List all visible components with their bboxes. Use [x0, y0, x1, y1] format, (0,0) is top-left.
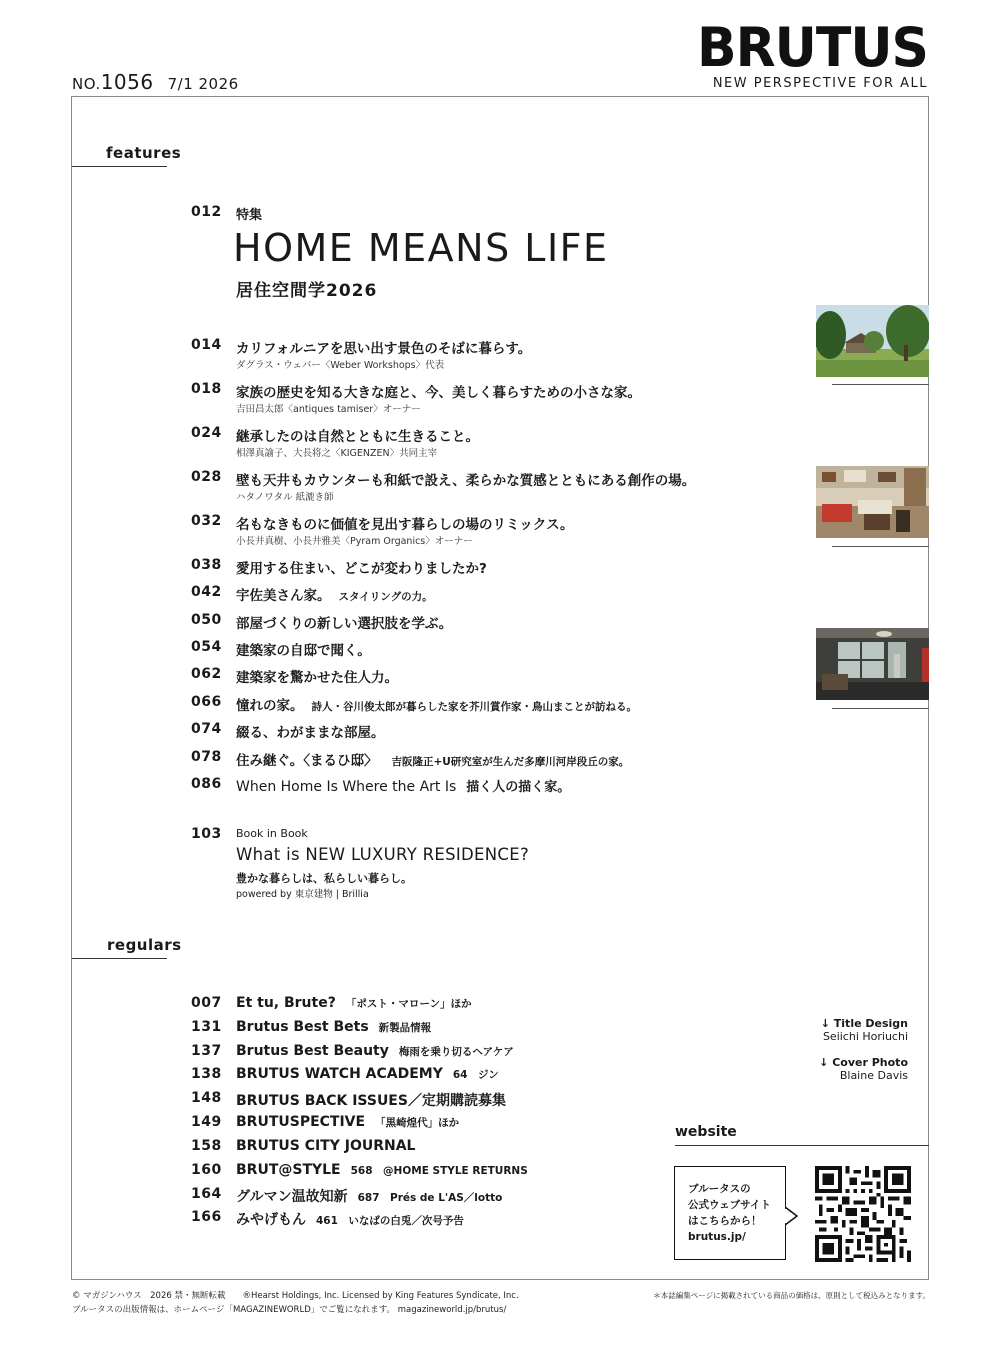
interior-photo-image: [816, 628, 929, 700]
feature-number: 062: [191, 666, 222, 682]
feature-title: When Home Is Where the Art Is: [236, 779, 457, 795]
bubble-tip-icon: [785, 1206, 799, 1226]
credit-name: Blaine Davis: [839, 1069, 908, 1082]
feature-title: 建築家の自邸で聞く。: [236, 643, 371, 659]
issue-date: 7/1 2026: [167, 75, 239, 93]
thumbnail-garden-photo: [816, 305, 929, 377]
feature-number: 042: [191, 584, 222, 600]
feature-number: 018: [191, 381, 222, 397]
regular-note: 新製品情報: [378, 1022, 432, 1034]
book-kicker: Book in Book: [236, 827, 308, 840]
feature-title-row: [236, 584, 433, 604]
feature-number: 054: [191, 639, 222, 655]
issue-number: 1056: [100, 70, 154, 94]
regular-number: 158: [191, 1138, 222, 1154]
feature-title: 建築家を驚かせた住人力。: [236, 670, 398, 686]
credit-head: ↓ Cover Photo: [819, 1056, 908, 1069]
regular-number: 160: [191, 1162, 222, 1178]
feature-note: スタイリングの力。: [338, 591, 433, 603]
feature-title-row: [236, 749, 629, 769]
feature-subtitle: 吉田昌太郎〈antiques tamiser〉オーナー: [236, 404, 421, 415]
feature-title: 愛用する住まい、どこが変わりましたか?: [236, 561, 487, 577]
regular-title: BRUT@STYLE: [236, 1162, 341, 1178]
regular-title-row: [236, 1043, 514, 1059]
feature-title: 名もなきものに価値を見出す暮らしの場のリミックス。: [236, 517, 574, 533]
website-bubble[interactable]: [674, 1166, 786, 1260]
regular-title-row: [236, 1186, 502, 1206]
regular-note: 687 Prés de L'AS／lotto: [357, 1192, 503, 1204]
issue-info: [72, 70, 239, 94]
feature-title: 住み継ぐ。〈まるひ邸〉: [236, 753, 378, 769]
website-url[interactable]: brutus.jp/: [688, 1231, 746, 1243]
regular-title-row: [236, 995, 472, 1011]
regular-note: 568 @HOME STYLE RETURNS: [350, 1165, 528, 1177]
regular-number: 148: [191, 1090, 222, 1106]
feature-subtitle: ハタノワタル 紙漉き師: [236, 492, 334, 503]
footer-price-note: ＊本誌編集ページに掲載されている商品の価格は、原則として税込みとなります。: [653, 1291, 930, 1300]
regular-number: 166: [191, 1209, 222, 1225]
website-label: website: [675, 1124, 737, 1140]
lead-subtitle: 居住空間学2026: [236, 281, 378, 301]
feature-number: 032: [191, 513, 222, 529]
regular-note: 64 ジン: [452, 1069, 499, 1081]
feature-number: 050: [191, 612, 222, 628]
feature-title: 部屋づくりの新しい選択肢を学ぶ。: [236, 616, 453, 632]
feature-title: 宇佐美さん家。: [236, 588, 331, 604]
qr-code-icon[interactable]: [815, 1166, 911, 1262]
feature-number: 078: [191, 749, 222, 765]
regular-title: Et tu, Brute?: [236, 995, 336, 1011]
book-subtitle: 豊かな暮らしは、私らしい暮らし。: [236, 872, 412, 885]
regular-note: 梅雨を乗り切るヘアケア: [398, 1046, 514, 1058]
feature-number: 074: [191, 721, 222, 737]
thumbnail-rule: [832, 546, 929, 547]
bubble-line: 公式ウェブサイト: [688, 1199, 771, 1211]
bubble-line: ブルータスの: [688, 1183, 751, 1195]
feature-number: 066: [191, 694, 222, 710]
lead-title: HOME MEANS LIFE: [233, 226, 609, 270]
regular-title: BRUTUS WATCH ACADEMY: [236, 1066, 443, 1082]
feature-title: 家族の歴史を知る大きな庭と、今、美しく暮らすための小さな家。: [236, 385, 641, 401]
feature-number: 028: [191, 469, 222, 485]
regular-number: 164: [191, 1186, 222, 1202]
thumbnail-rule: [832, 708, 929, 709]
feature-number: 086: [191, 776, 222, 792]
garden-photo-image: [816, 305, 929, 377]
feature-number: 014: [191, 337, 222, 353]
book-powered: powered by 東京建物 | Brillia: [236, 889, 369, 900]
website-rule: [675, 1145, 929, 1146]
regular-title-row: [236, 1114, 459, 1130]
feature-title-row: [236, 694, 637, 714]
lead-number: 012: [191, 204, 222, 220]
thumbnail-rule: [832, 384, 929, 385]
feature-title: 憧れの家。: [236, 698, 304, 714]
feature-title-row: [236, 776, 570, 795]
regulars-label: regulars: [107, 936, 182, 954]
regular-number: 138: [191, 1066, 222, 1082]
regular-note: 「黒崎煌代」ほか: [375, 1117, 460, 1129]
regular-title-row: [236, 1162, 528, 1178]
regulars-rule: [72, 958, 167, 959]
feature-note: 吉阪隆正+U研究室が生んだ多摩川河岸段丘の家。: [391, 756, 630, 768]
regular-title-row: [236, 1019, 431, 1035]
regular-note: 「ポスト・マローン」ほか: [345, 998, 472, 1010]
feature-number: 038: [191, 557, 222, 573]
feature-title: 綴る、わがままな部屋。: [236, 725, 385, 741]
regular-title-row: [236, 1209, 464, 1229]
regular-title: グルマン温故知新: [236, 1189, 348, 1205]
regular-title: Brutus Best Beauty: [236, 1043, 389, 1059]
feature-subtitle: ダグラス・ウェバー〈Weber Workshops〉代表: [236, 360, 445, 371]
issue-prefix: NO.: [72, 75, 101, 93]
regular-title: BRUTUSPECTIVE: [236, 1114, 366, 1130]
feature-title: カリフォルニアを思い出す景色のそばに暮らす。: [236, 341, 532, 357]
regular-number: 131: [191, 1019, 222, 1035]
thumbnail-workshop-photo: [816, 466, 929, 538]
feature-note: 描く人の描く家。: [466, 780, 571, 795]
feature-title: 継承したのは自然とともに生きること。: [236, 429, 479, 445]
book-number: 103: [191, 826, 222, 842]
feature-subtitle: 相澤真諭子、大長将之〈KIGENZEN〉共同主宰: [236, 448, 438, 459]
regular-title-row: [236, 1066, 499, 1082]
feature-note: 詩人・谷川俊太郎が暮らした家を芥川賞作家・鳥山まことが訪ねる。: [311, 701, 637, 713]
regular-title: BRUTUS CITY JOURNAL: [236, 1138, 416, 1154]
credit-cover-photo: [819, 1056, 908, 1082]
regular-title: Brutus Best Bets: [236, 1019, 369, 1035]
features-label: features: [106, 144, 182, 162]
footer-publishing-info: ブルータスの出版情報は、ホームページ「MAGAZINEWORLD」でご覧になれます。 magazineworld.jp/brutus/: [72, 1305, 507, 1315]
footer-copyright: © マガジンハウス 2026 禁・無断転載 ®Hearst Holdings, Inc. Licensed by King Features Syndicate, Inc.: [72, 1291, 519, 1301]
lead-kicker: 特集: [236, 208, 263, 223]
regular-note: 461 いなばの白兎／次号予告: [316, 1215, 464, 1227]
regular-number: 007: [191, 995, 222, 1011]
workshop-photo-image: [816, 466, 929, 538]
credit-title-design: [821, 1017, 908, 1043]
tagline: NEW PERSPECTIVE FOR ALL: [712, 76, 928, 91]
regular-number: 137: [191, 1043, 222, 1059]
brutus-logo: BRUTUS: [696, 16, 928, 80]
credit-name: Seiichi Horiuchi: [822, 1030, 908, 1043]
credit-head: ↓ Title Design: [820, 1017, 908, 1030]
feature-subtitle: 小長井真樹、小長井雅美〈Pyram Organics〉オーナー: [236, 536, 473, 547]
regular-title: みやげもん: [236, 1212, 306, 1228]
bubble-line: はこちらから！: [688, 1215, 762, 1227]
features-rule: [72, 166, 167, 167]
feature-number: 024: [191, 425, 222, 441]
thumbnail-interior-photo: [816, 628, 929, 700]
regular-title: BRUTUS BACK ISSUES／定期購読募集: [236, 1093, 506, 1109]
regular-number: 149: [191, 1114, 222, 1130]
feature-title: 壁も天井もカウンターも和紙で設え、柔らかな質感とともにある創作の場。: [236, 473, 696, 489]
book-title: What is NEW LUXURY RESIDENCE?: [236, 845, 530, 864]
